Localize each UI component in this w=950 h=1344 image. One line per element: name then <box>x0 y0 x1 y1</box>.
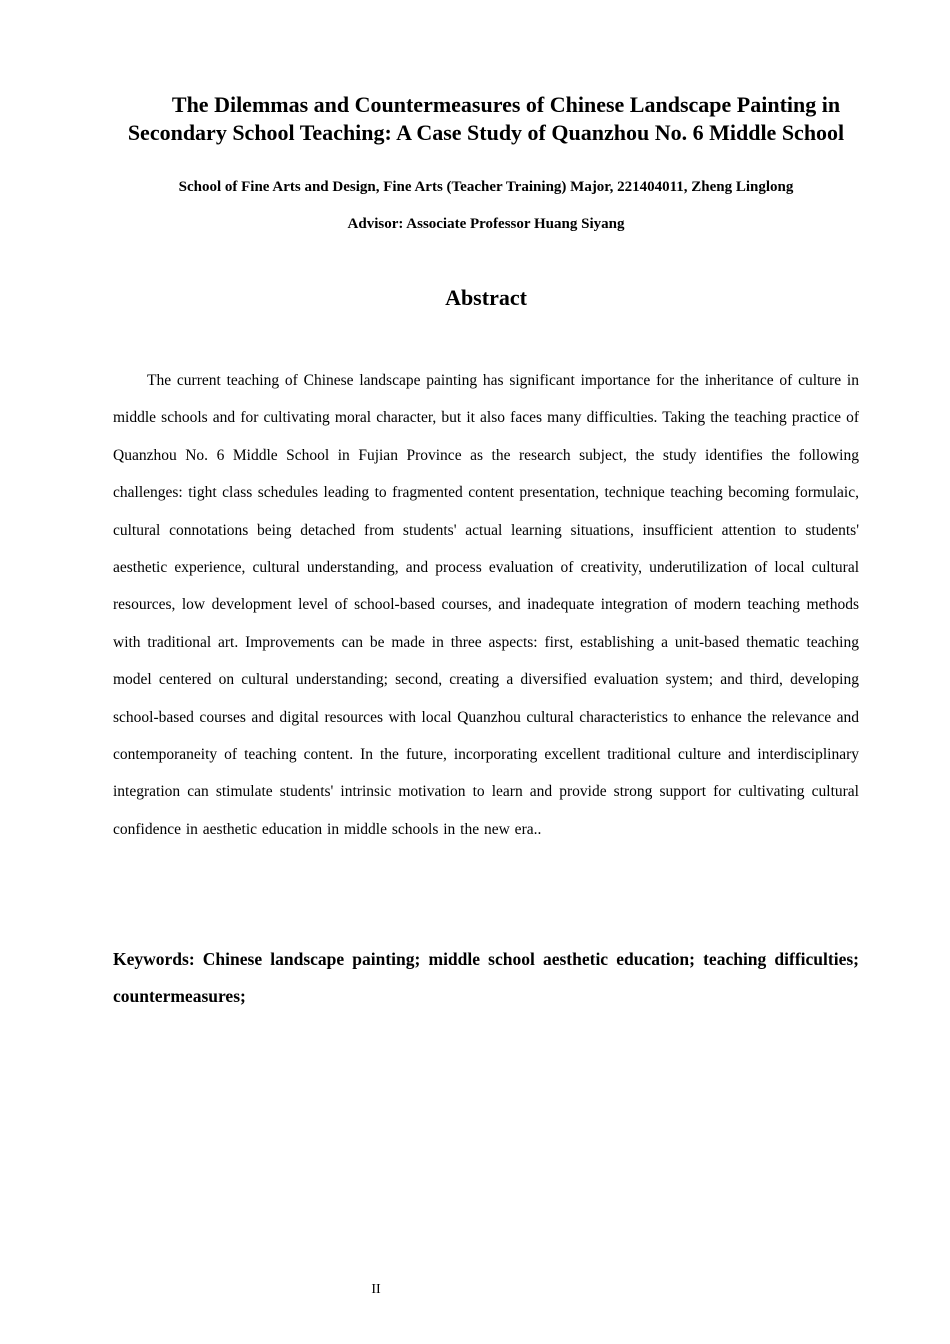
advisor-line: Advisor: Associate Professor Huang Siyang <box>347 216 625 232</box>
abstract-body: The current teaching of Chinese landscape painting has significant importance for the inheritance of culture in middle schools and for cultivating moral character, but it also faces many difficulties. Taking the teaching practice of Quanzhou No. 6 Middle School in Fujian Province as the research subject, the study identifies the following challenges: tight class schedules leading to fragmented content presentation, technique teaching becoming formulaic, cultural connotations being detached from students' actual learning situations, insufficient attention to students' aesthetic experience, cultural understanding, and process evaluation of creativity, underutilization of local cultural resources, low development level of school-based courses, and inadequate integration of modern teaching methods with traditional art. Improvements can be made in three aspects: first, establishing a unit-based thematic teaching model centered on cultural understanding; second, creating a diversified evaluation system; and third, developing school-based courses and digital resources with local Quanzhou cultural characteristics to enhance the relevance and contemporaneity of teaching content. In the future, incorporating excellent traditional culture and interdisciplinary integration can stimulate students' intrinsic motivation to learn and provide strong support for cultivating cultural confidence in aesthetic education in middle schools in the new era.. <box>113 372 859 838</box>
abstract-heading: Abstract <box>445 285 527 310</box>
page-number: II <box>371 1282 381 1297</box>
keywords-line: Keywords: Chinese landscape painting; middle school aesthetic education; teaching difficulties; countermeasures; <box>113 949 859 1006</box>
paper-title: The Dilemmas and Countermeasures of Chinese Landscape Painting in Secondary School Teaching: A Case Study of Quanzhou No. 6 Middle School <box>127 92 845 145</box>
author-line: School of Fine Arts and Design, Fine Arts (Teacher Training) Major, 221404011, Zheng Linglong <box>178 179 794 195</box>
